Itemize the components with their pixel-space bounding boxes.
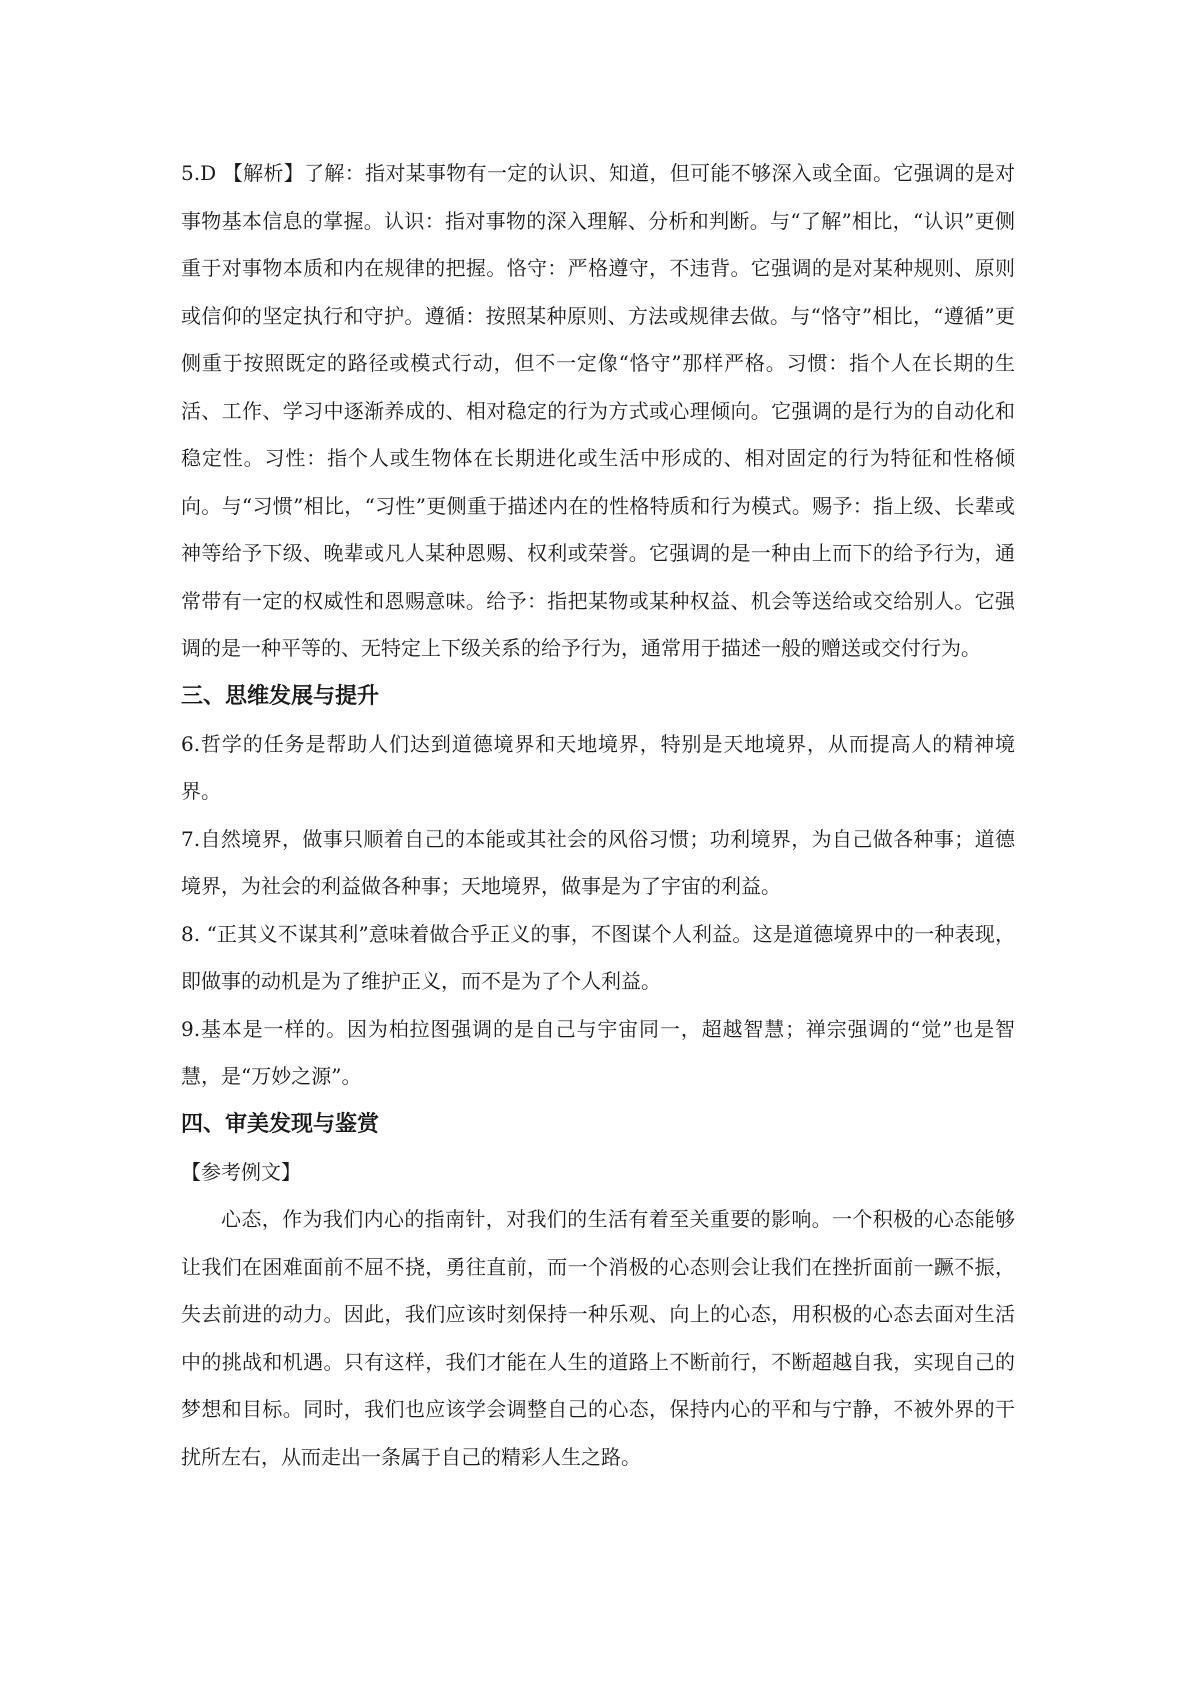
document-page bbox=[181, 150, 1015, 1481]
section-four-heading: 四、审美发现与鉴赏 bbox=[181, 1111, 380, 1137]
answer-q6: 6.哲学的任务是帮助人们达到道德境界和天地境界，特别是天地境界，从而提高人的精神境界。 bbox=[181, 731, 1015, 803]
answer-q9: 9.基本是一样的。因为柏拉图强调的是自己与宇宙同一，超越智慧；禅宗强调的“觉”也是智慧，是“万妙之源”。 bbox=[181, 1016, 1015, 1088]
sample-essay-label: 【参考例文】 bbox=[181, 1159, 301, 1184]
sample-essay: 心态，作为我们内心的指南针，对我们的生活有着至关重要的影响。一个积极的心态能够让我们在困难面前不屈不挠，勇往直前，而一个消极的心态则会让我们在挫折面前一蹶不振，失去前进的动力。因此，我们应该时刻保持一种乐观、向上的心态，用积极的心态去面对生活中的挑战和机遇。只有这样，我们才能在人生的道路上不断前行，不断超越自我，实现自己的梦想和目标。同时，我们也应该学会调整自己的心态，保持内心的平和与宁静，不被外界的干扰所左右，从而走出一条属于自己的精彩人生之路。 bbox=[181, 1207, 1015, 1469]
answer-q7: 7.自然境界，做事只顺着自己的本能或其社会的风俗习惯；功利境界，为自己做各种事；道德境界，为社会的利益做各种事；天地境界，做事是为了宇宙的利益。 bbox=[181, 826, 1015, 898]
answer-q5: 5.D 【解析】了解：指对某事物有一定的认识、知道，但可能不够深入或全面。它强调的是对事物基本信息的掌握。认识：指对事物的深入理解、分析和判断。与“了解”相比，“认识”更侧重于对事物本质和内在规律的把握。恪守：严格遵守，不违背。它强调的是对某种规则、原则或信仰的坚定执行和守护。遵循：按照某种原则、方法或规律去做。与“恪守”相比，“遵循”更侧重于按照既定的路径或模式行动，但不一定像“恪守”那样严格。习惯：指个人在长期的生活、工作、学习中逐渐养成的、相对稳定的行为方式或心理倾向。它强调的是行为的自动化和稳定性。习性：指个人或生物体在长期进化或生活中形成的、相对固定的行为特征和性格倾向。与“习惯”相比，“习性”更侧重于描述内在的性格特质和行为模式。赐予：指上级、长辈或神等给予下级、晚辈或凡人某种恩赐、权利或荣誉。它强调的是一种由上而下的给予行为，通常带有一定的权威性和恩赐意味。给予：指把某物或某种权益、机会等送给或交给别人。它强调的是一种平等的、无特定上下级关系的给予行为，通常用于描述一般的赠送或交付行为。 bbox=[181, 161, 1015, 660]
section-three-heading: 三、思维发展与提升 bbox=[181, 683, 380, 709]
answer-q8: 8. “正其义不谋其利”意味着做合乎正义的事，不图谋个人利益。这是道德境界中的一种表现，即做事的动机是为了维护正义，而不是为了个人利益。 bbox=[181, 921, 1015, 993]
